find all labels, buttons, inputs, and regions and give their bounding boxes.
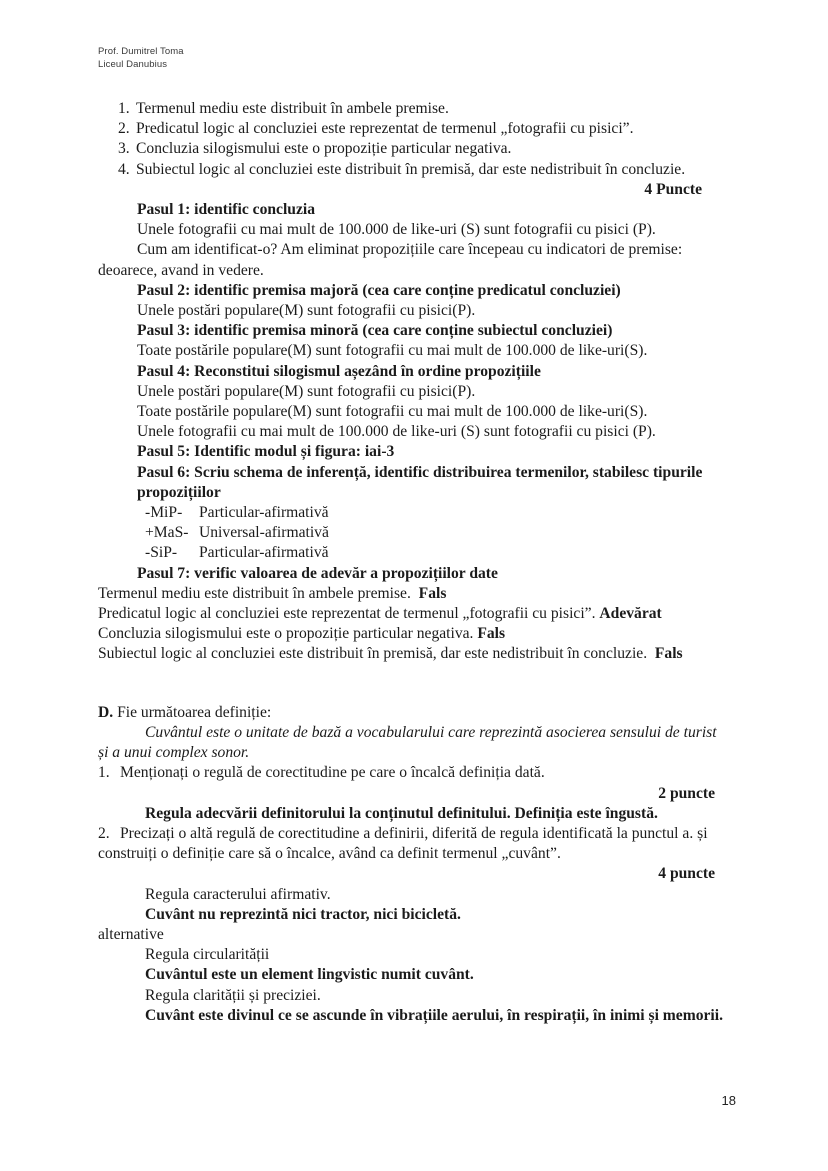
answer-rule-2: Regula circularității <box>145 946 270 964</box>
question-1-text: Menționați o regulă de corectitudine pe care o încalcă definiția dată. <box>120 764 545 782</box>
schema-row <box>98 523 730 543</box>
verification-answer: Adevărat <box>599 605 662 623</box>
step-3-premise: Toate postările populare(M) sunt fotografii cu mai mult de 100.000 de like-uri(S). <box>137 342 648 360</box>
section-spacer <box>98 665 730 695</box>
verification-text: Termenul mediu este distribuit în ambele premise. <box>98 584 411 602</box>
answer-definition-3: Cuvânt este divinul ce se ascunde în vibrațiile aerului, în respirații, în inimi și memorii. <box>145 1006 723 1024</box>
step-4-line-2: Toate postările populare(M) sunt fotografii cu mai mult de 100.000 de like-uri(S). <box>137 403 648 421</box>
list-item-text: Concluzia silogismului este o propoziție particular negativa. <box>136 140 512 158</box>
list-item <box>98 139 730 159</box>
schema-code: +MaS- <box>145 524 189 542</box>
question-2-points: 4 puncte <box>658 865 715 883</box>
verification-answer: Fals <box>477 625 506 643</box>
question-1 <box>98 763 730 783</box>
schema-row <box>98 503 730 523</box>
schema-type: Particular-afirmativă <box>199 544 329 562</box>
step-4-title: Pasul 4: Reconstitui silogismul așezând în ordine propozițiile <box>137 362 541 380</box>
schema-code: -SiP- <box>145 544 178 562</box>
verification-answer: Fals <box>654 645 683 663</box>
section-d-definition: Cuvântul este o unitate de bază a vocabularului care reprezintă asocierea sensului de turist și a unui complex sonor. <box>98 723 717 762</box>
list-item <box>98 99 730 119</box>
schema-code: -MiP- <box>145 504 183 522</box>
verification-text: Predicatul logic al concluziei este reprezentat de termenul „fotografii cu pisici”. <box>98 605 596 623</box>
document-body <box>98 99 730 1026</box>
step-1-title: Pasul 1: identific concluzia <box>137 201 316 219</box>
question-1-number: 1. <box>98 764 110 782</box>
answer-rule-3: Regula clarității și preciziei. <box>145 986 321 1004</box>
verification-row <box>98 624 730 644</box>
document-header <box>98 46 184 71</box>
list-item-text: Termenul mediu este distribuit în ambele premise. <box>136 100 449 117</box>
question-2-number: 2. <box>98 824 110 842</box>
step-4-line-3: Unele fotografii cu mai mult de 100.000 de like-uri (S) sunt fotografii cu pisici (P). <box>137 423 656 441</box>
step-6-title <box>98 463 730 503</box>
header-school: Liceul Danubius <box>98 58 168 70</box>
list-item-number: 4. <box>118 160 130 178</box>
section-d-intro: Fie următoarea definiție: <box>117 703 272 721</box>
question-1-answer: Regula adecvării definitorului la conținutul definitului. Definiția este îngustă. <box>145 804 658 822</box>
section-d-label: D. <box>98 703 114 721</box>
answer-definition-1: Cuvânt nu reprezintă nici tractor, nici bicicletă. <box>145 905 461 923</box>
page-number: 18 <box>721 1093 736 1108</box>
question-1-points: 2 puncte <box>658 784 715 802</box>
verification-text: Subiectul logic al concluziei este distribuit în premisă, dar este nedistribuit în concluzie. <box>98 645 648 663</box>
section-spacer <box>98 695 730 703</box>
step-5-title: Pasul 5: Identific modul și figura: iai-3 <box>137 443 395 461</box>
list-item-text: Subiectul logic al concluziei este distribuit în premisă, dar este nedistribuit în concluzie. <box>136 160 686 178</box>
header-author: Prof. Dumitrel Toma <box>98 46 184 57</box>
step-1-explanation: Cum am identificat-o? Am eliminat propozițiile care începeau cu indicatori de premise: <box>137 241 683 259</box>
step-6-title-text: Pasul 6: Scriu schema de inferență, identific distribuirea termenilor, stabilesc tipurile propozițiilor <box>137 463 703 501</box>
statements-list <box>98 99 730 180</box>
schema-row <box>98 543 730 563</box>
step-3-title: Pasul 3: identific premisa minoră (cea care conține subiectul concluziei) <box>137 322 613 340</box>
list-item-number: 1. <box>118 100 130 117</box>
step-1-explanation-cont: deoarece, avand in vedere. <box>98 261 264 279</box>
verification-text: Concluzia silogismului este o propoziție particular negativa. <box>98 625 474 643</box>
question-2 <box>98 824 730 864</box>
list-item <box>98 160 730 180</box>
answer-definition-2: Cuvântul este un element lingvistic numit cuvânt. <box>145 966 474 984</box>
list-item-number: 2. <box>118 120 130 138</box>
step-7-title: Pasul 7: verific valoarea de adevăr a propozițiilor date <box>137 564 498 582</box>
verification-row <box>98 644 730 664</box>
verification-row <box>98 604 730 624</box>
schema-type: Universal-afirmativă <box>199 524 329 542</box>
verification-answer: Fals <box>418 584 447 602</box>
alternatives-label: alternative <box>98 925 164 943</box>
step-2-premise: Unele postări populare(M) sunt fotografii cu pisici(P). <box>137 302 476 320</box>
list-item-number: 3. <box>118 140 130 158</box>
step-4-line-1: Unele postări populare(M) sunt fotografii cu pisici(P). <box>137 382 476 400</box>
question-2-text: Precizați o altă regulă de corectitudine a definirii, diferită de regula identificată la punctul a. și construiți o definiție care să o încalce, având ca definit termenul „cuvânt”. <box>98 824 708 863</box>
section-d-heading <box>98 703 730 723</box>
answer-rule-1: Regula caracterului afirmativ. <box>145 885 331 903</box>
step-2-title: Pasul 2: identific premisa majoră (cea care conține predicatul concluziei) <box>137 281 621 299</box>
verification-row <box>98 584 730 604</box>
schema-type: Particular-afirmativă <box>199 504 329 522</box>
step-1-conclusion: Unele fotografii cu mai mult de 100.000 de like-uri (S) sunt fotografii cu pisici (P). <box>137 221 656 239</box>
points-syllogism: 4 Puncte <box>644 180 702 198</box>
list-item <box>98 119 730 139</box>
list-item-text: Predicatul logic al concluziei este reprezentat de termenul „fotografii cu pisici”. <box>136 120 634 138</box>
